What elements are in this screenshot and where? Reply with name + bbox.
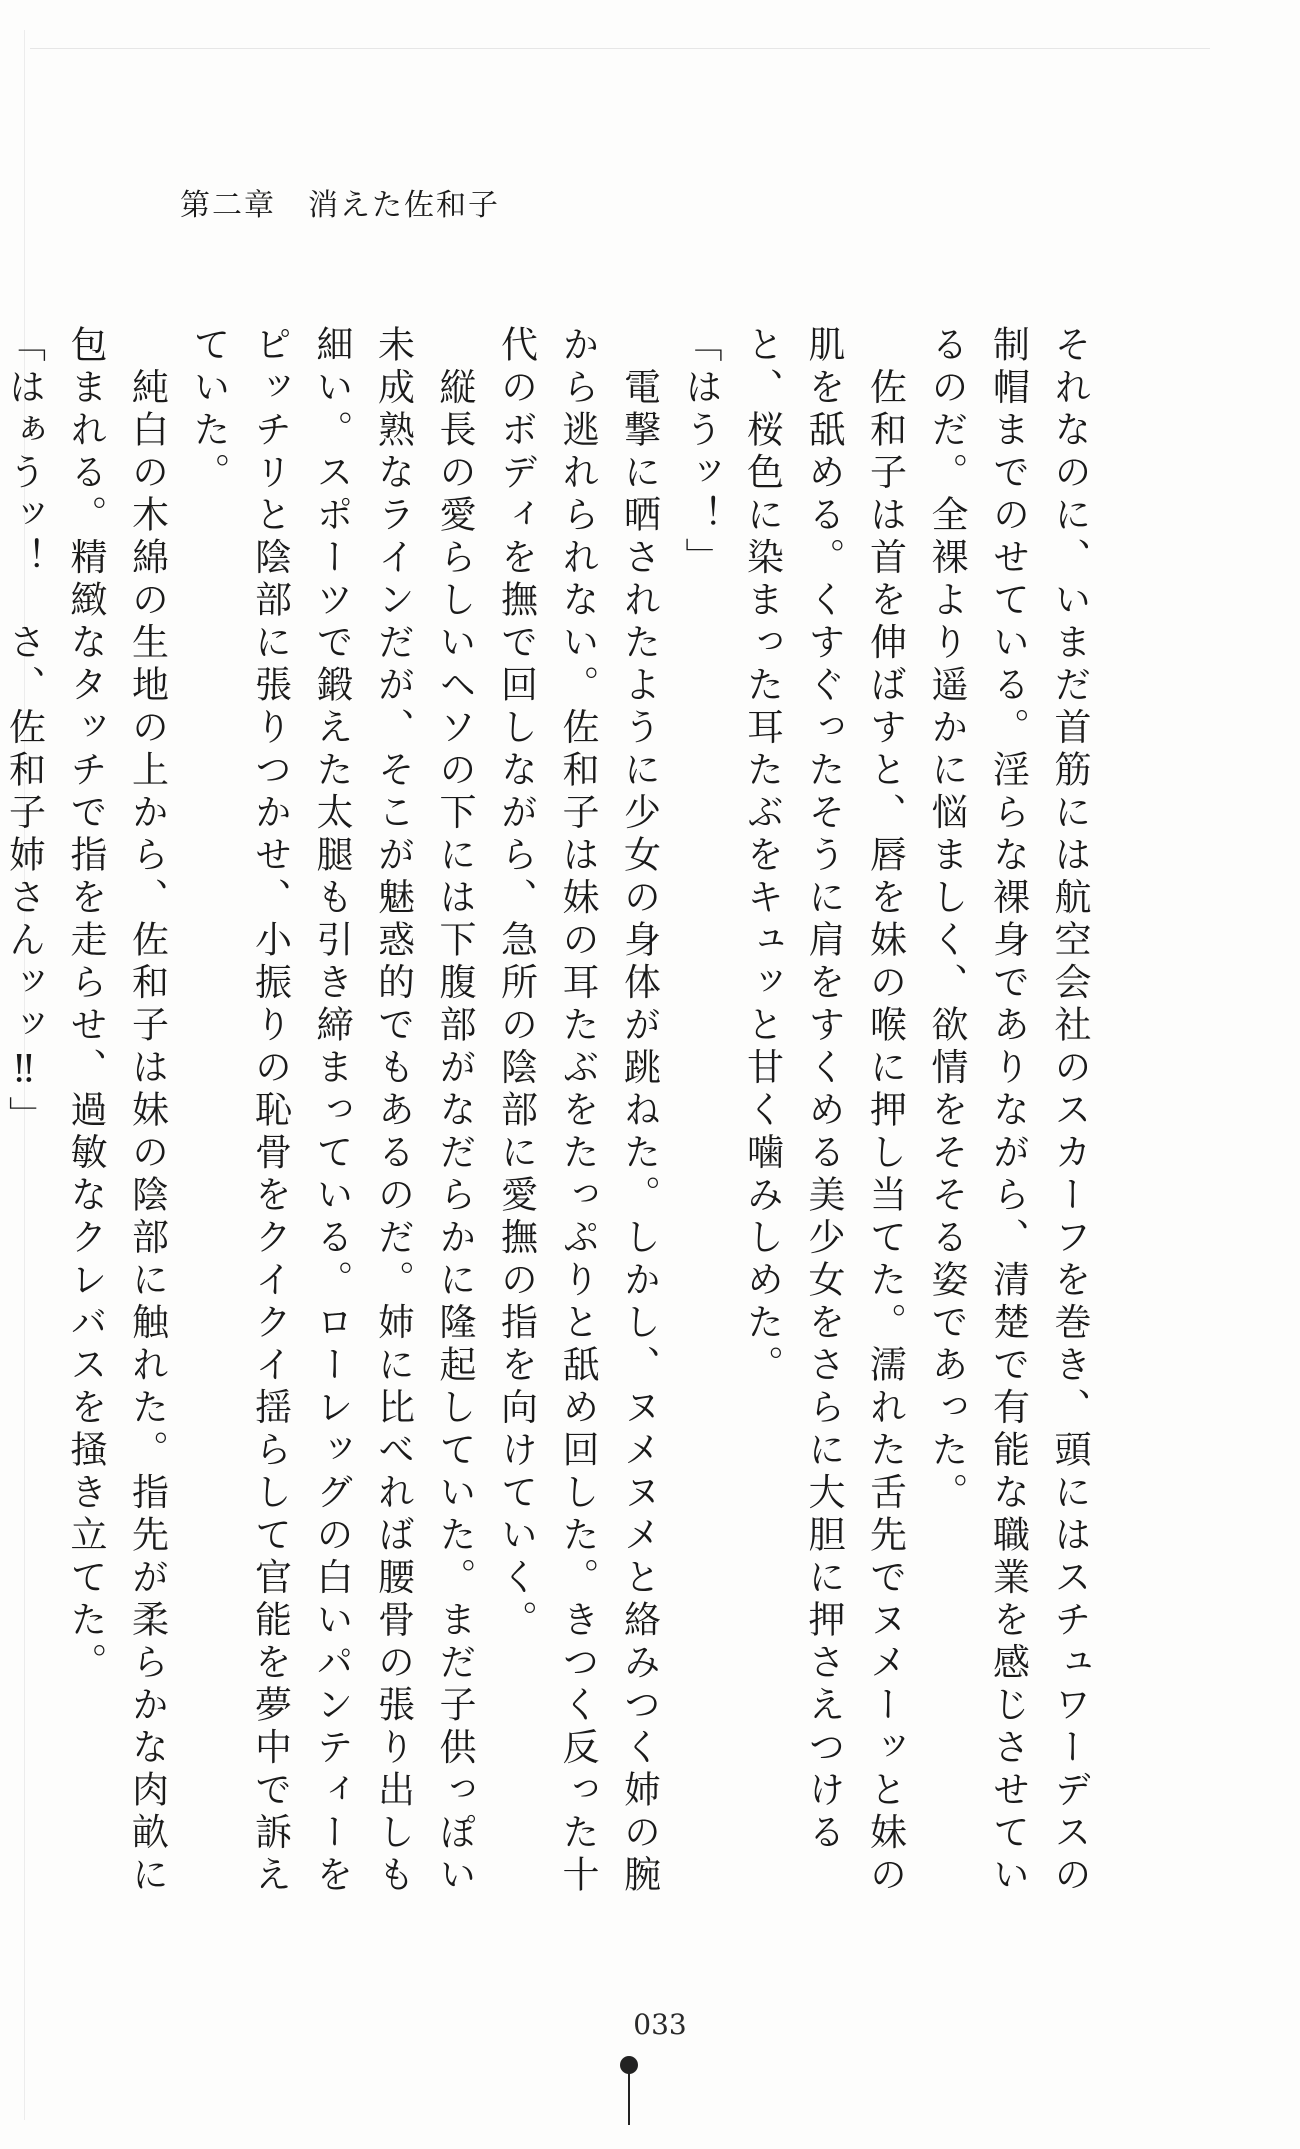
page-number: 033 — [633, 2008, 687, 2041]
paragraph: 「はうッ！」 — [679, 325, 722, 580]
paragraph: 佐和子は首を伸ばすと、唇を妹の喉に押し当てた。濡れた舌先でヌメーッと妹の肌を舐める。くすぐったそうに肩をすくめる美少女をさらに大胆に押さえつけると、桜色に染まった耳たぶをキュッと甘く噛みしめた。 — [740, 325, 907, 1898]
paragraph: 「はぁうッ！ さ、佐和子姉さんッッ‼」 — [2, 325, 46, 1139]
page-top-edge — [30, 48, 1210, 49]
paragraph: 電撃に晒されたように少女の身体が跳ねた。しかし、ヌメヌメと絡みつく姉の腕から逃れられない。佐和子は妹の耳たぶをたっぷりと舐め回した。きつく反った十代のボディを撫で回しながら、急所の陰部に愛撫の指を向けていく。 — [494, 325, 661, 1898]
page-marker-line — [628, 2070, 630, 2125]
body-text — [2, 325, 1100, 1925]
paragraph: それなのに、いまだ首筋には航空会社のスカーフを巻き、頭にはスチュワーデスの制帽までのせている。淫らな裸身でありながら、清楚で有能な職業を感じさせているのだ。全裸より遥かに悩ましく、欲情をそそる姿であった。 — [925, 325, 1091, 1898]
chapter-title: 第二章 消えた佐和子 — [180, 188, 500, 223]
paragraph: 純白の木綿の生地の上から、佐和子は妹の陰部に触れた。指先が柔らかな肉畝に包まれる。精緻なタッチで指を走らせ、過敏なクレバスを掻き立てた。 — [64, 325, 169, 1898]
paragraph: 縦長の愛らしいヘソの下には下腹部がなだらかに隆起していた。まだ子供っぽい未成熟なラインだが、そこが魅惑的でもあるのだ。姉に比べれば腰骨の張り出しも細い。スポーツで鍛えた太腿も引き締まっている。ローレッグの白いパンティーをピッチリと陰部に張りつかせ、小振りの恥骨をクイクイ揺らして官能を夢中で訴えていた。 — [187, 325, 476, 1898]
